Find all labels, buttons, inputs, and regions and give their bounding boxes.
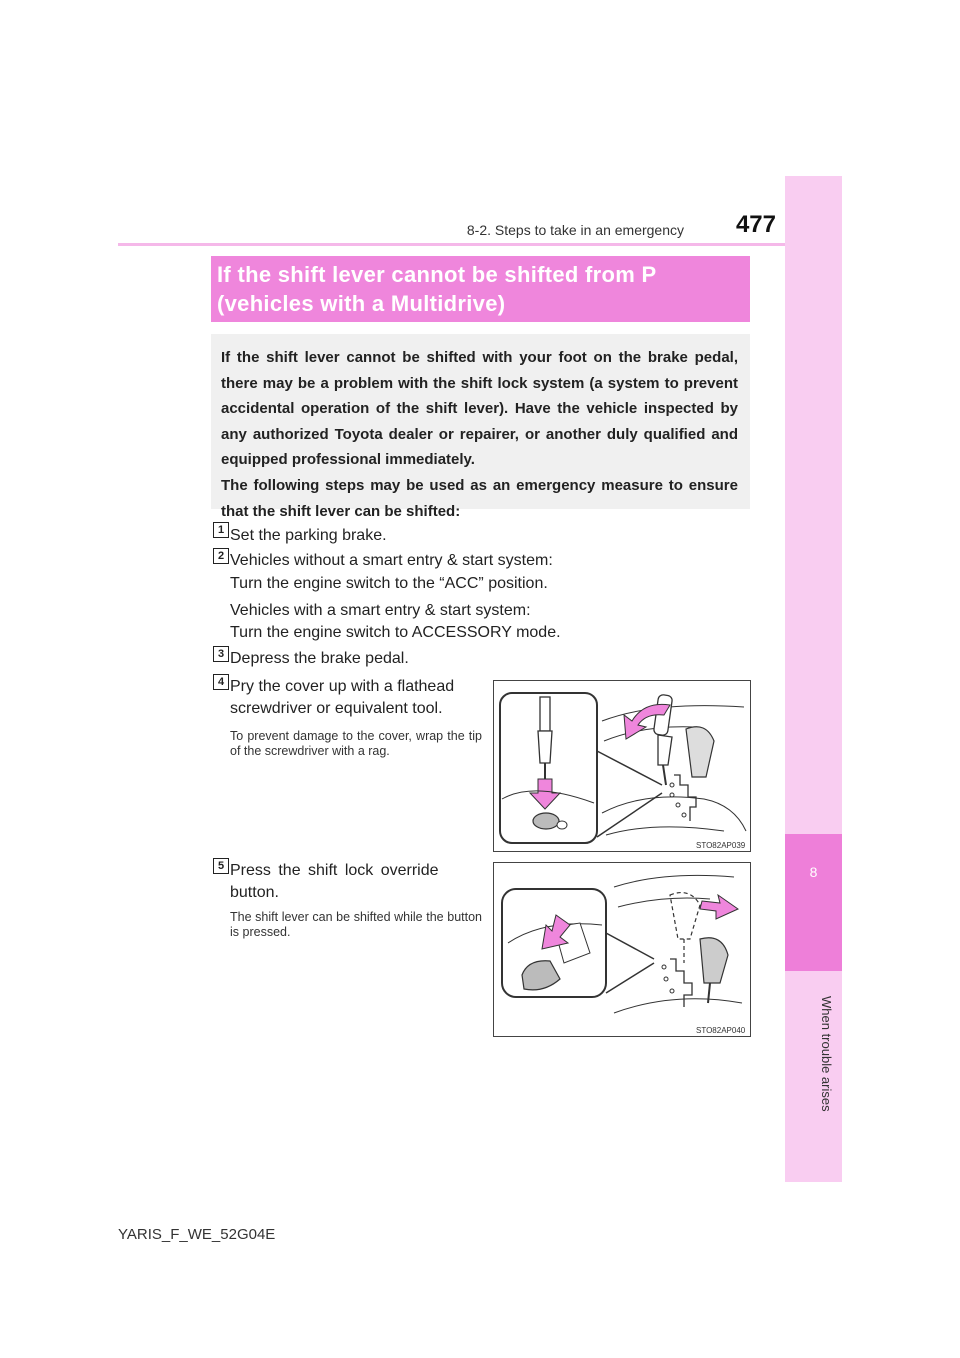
step-2-line4: Turn the engine switch to ACCESSORY mode.	[230, 624, 561, 641]
step-4-note: To prevent damage to the cover, wrap the tip of the screwdriver with a rag.	[230, 729, 482, 758]
figure-2-illustration	[494, 863, 750, 1036]
step-3-badge: 3	[213, 646, 229, 662]
figure-2-code: STO82AP040	[696, 1026, 746, 1035]
step-2-line1: Vehicles without a smart entry & start system:	[230, 552, 553, 569]
step-1-text: Set the parking brake.	[230, 527, 387, 544]
step-5-line1: Press the shift lock override	[230, 862, 439, 879]
chapter-number-block	[785, 834, 842, 971]
document-code-footer: YARIS_F_WE_52G04E	[118, 1226, 276, 1243]
step-2-line3: Vehicles with a smart entry & start system:	[230, 602, 531, 619]
intro-paragraph-2: The following steps may be used as an emergency measure to ensure that the shift lever can be shifted:	[221, 476, 738, 520]
intro-paragraph-1: If the shift lever cannot be shifted with your foot on the brake pedal, there may be a problem with the shift lock system (a system to prevent accidental operation of the shift lever). Have the vehicle inspected by any authorized Toyota dealer or repairer, or another duly qualified and equipped professional immediately.	[221, 349, 738, 469]
intro-box	[211, 334, 750, 520]
step-2-badge: 2	[213, 548, 229, 564]
section-title	[217, 260, 742, 318]
chapter-number: 8	[809, 864, 818, 880]
step-5-note: The shift lever can be shifted while the button is pressed.	[230, 910, 482, 939]
step-4-line2: screwdriver or equivalent tool.	[230, 700, 443, 717]
chapter-side-tab	[785, 176, 842, 1182]
section-header: 8-2. Steps to take in an emergency	[466, 222, 684, 238]
step-3-text: Depress the brake pedal.	[230, 650, 409, 667]
figure-shift-lock-button	[493, 862, 751, 1037]
section-title-line2: (vehicles with a Multidrive)	[217, 291, 506, 316]
step-4-line1: Pry the cover up with a flathead	[230, 678, 455, 695]
step-1-badge: 1	[213, 522, 229, 538]
figure-1-code: STO82AP039	[696, 841, 746, 850]
step-4-badge: 4	[213, 674, 229, 690]
header-divider	[118, 243, 785, 246]
page-number: 477	[735, 211, 776, 238]
intro-text	[221, 345, 738, 524]
section-title-box	[211, 256, 750, 322]
step-5-badge: 5	[213, 858, 229, 874]
chapter-label: When trouble arises	[819, 996, 834, 1112]
section-title-line1: If the shift lever cannot be shifted from P	[217, 262, 657, 287]
step-5-line2: button.	[230, 884, 279, 901]
figure-1-illustration	[494, 681, 750, 851]
figure-screwdriver-cover	[493, 680, 751, 852]
step-2-line2: Turn the engine switch to the “ACC” position.	[230, 575, 548, 592]
